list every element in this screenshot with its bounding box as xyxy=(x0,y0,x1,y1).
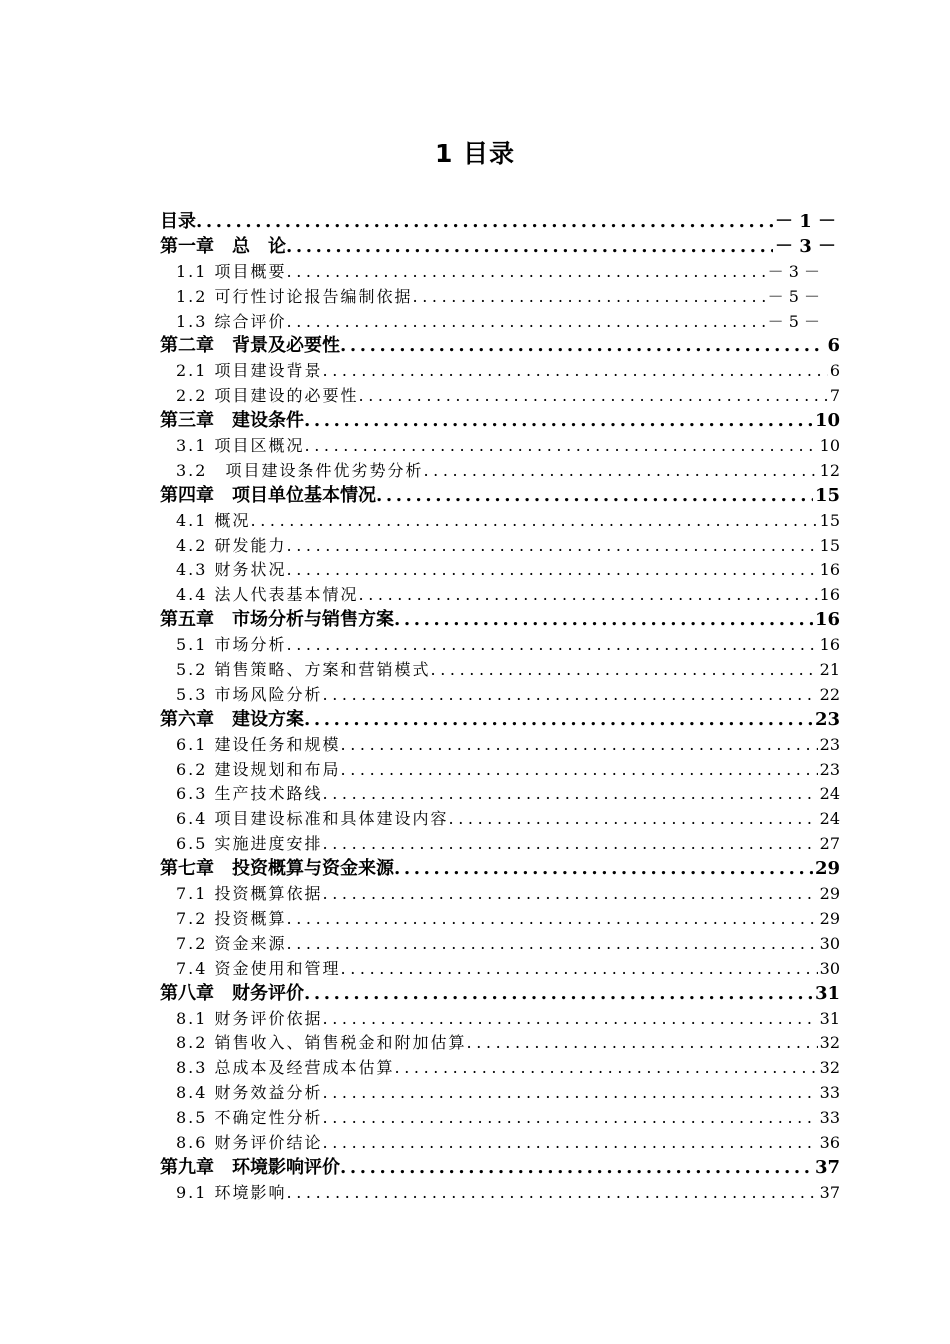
toc-section-entry[interactable] xyxy=(160,1056,840,1081)
toc-dot-leader xyxy=(304,708,813,733)
toc-dot-leader xyxy=(287,932,818,957)
toc-section-entry[interactable] xyxy=(160,534,840,559)
toc-entry-page-number: 16 xyxy=(819,585,840,605)
toc-dot-leader xyxy=(323,1131,818,1156)
toc-dot-leader xyxy=(286,235,773,260)
toc-entry-page-number: 33 xyxy=(819,1108,840,1128)
toc-dot-leader xyxy=(376,484,813,509)
toc-entry-label: 1.2 可行性讨论报告编制依据 xyxy=(176,286,413,306)
toc-section-entry[interactable] xyxy=(160,1031,840,1056)
toc-entry-label: 3.1 项目区概况 xyxy=(176,436,305,456)
toc-section-entry[interactable] xyxy=(160,1007,840,1032)
toc-entry-page-number: 24 xyxy=(819,784,840,804)
toc-section-entry[interactable] xyxy=(160,733,840,758)
toc-dot-leader xyxy=(304,409,813,434)
toc-entry-page-number: 16 xyxy=(819,635,840,655)
toc-entry-page-number: 29 xyxy=(819,908,840,928)
toc-dot-leader xyxy=(287,633,818,658)
toc-entry-label: 2.1 项目建设背景 xyxy=(176,361,323,381)
toc-dot-leader xyxy=(323,882,818,907)
toc-entry-page-number: 31 xyxy=(814,982,840,1004)
toc-section-entry[interactable] xyxy=(160,832,840,857)
toc-entry-label: 4.1 概况 xyxy=(176,510,251,530)
toc-entry-label: 6.2 建设规划和布局 xyxy=(176,759,341,779)
toc-entry-page-number: 33 xyxy=(819,1083,840,1103)
toc-section-entry[interactable] xyxy=(160,384,840,409)
toc-section-entry[interactable] xyxy=(160,434,840,459)
toc-entry-page-number: 6 xyxy=(829,361,840,381)
toc-entry-label: 7.2 投资概算 xyxy=(176,908,287,928)
toc-dot-leader xyxy=(287,1181,818,1206)
toc-entry-label: 6.5 实施进度安排 xyxy=(176,834,323,854)
toc-entry-label: 目录 xyxy=(160,211,196,232)
toc-dot-leader xyxy=(431,658,818,683)
toc-dot-leader xyxy=(423,459,817,484)
toc-section-entry[interactable] xyxy=(160,285,820,310)
toc-dot-leader xyxy=(395,1056,818,1081)
toc-section-entry[interactable] xyxy=(160,459,840,484)
toc-dot-leader xyxy=(287,260,766,285)
toc-section-entry[interactable] xyxy=(160,359,840,384)
toc-entry-page-number: 27 xyxy=(819,834,840,854)
toc-dot-leader xyxy=(323,832,818,857)
toc-section-entry[interactable] xyxy=(160,558,840,583)
toc-dot-leader xyxy=(287,534,818,559)
toc-entry-page-number: 15 xyxy=(819,535,840,555)
toc-entry-label: 7.4 资金使用和管理 xyxy=(176,958,341,978)
toc-entry-label: 8.3 总成本及经营成本估算 xyxy=(176,1058,395,1078)
toc-chapter-entry[interactable] xyxy=(160,409,840,434)
toc-entry-label: 第八章 财务评价 xyxy=(160,982,304,1004)
toc-dot-leader xyxy=(467,1031,818,1056)
toc-dot-leader xyxy=(359,384,828,409)
toc-entry-label: 3.2 项目建设条件优劣势分析 xyxy=(176,460,424,480)
toc-entry-page-number: － 5 － xyxy=(767,286,820,306)
toc-dot-leader xyxy=(323,1007,818,1032)
toc-section-entry[interactable] xyxy=(160,882,840,907)
page-title: 1 目录 xyxy=(434,139,516,168)
toc-entry-page-number: － 1 － xyxy=(774,211,836,232)
toc-section-entry[interactable] xyxy=(160,1106,840,1131)
toc-entry-label: 第四章 项目单位基本情况 xyxy=(160,484,376,506)
toc-entry-label: 第七章 投资概算与资金来源 xyxy=(160,858,394,880)
toc-entry-page-number: 7 xyxy=(829,386,840,406)
toc-section-entry[interactable] xyxy=(160,683,840,708)
toc-entry-label: 7.2 资金来源 xyxy=(176,933,287,953)
toc-entry-label: 第一章 总 论 xyxy=(160,235,286,257)
toc-entry-label: 7.1 投资概算依据 xyxy=(176,884,323,904)
toc-entry-page-number: 23 xyxy=(819,759,840,779)
toc-chapter-entry[interactable] xyxy=(160,235,836,260)
toc-chapter-entry[interactable] xyxy=(160,857,840,882)
toc-entry-page-number: 16 xyxy=(819,560,840,580)
toc-dot-leader xyxy=(196,210,773,235)
toc-chapter-entry[interactable] xyxy=(160,210,836,235)
toc-dot-leader xyxy=(323,1106,818,1131)
toc-entry-label: 6.4 项目建设标准和具体建设内容 xyxy=(176,809,449,829)
toc-dot-leader xyxy=(323,1081,818,1106)
toc-dot-leader xyxy=(394,608,813,633)
toc-entry-label: 6.1 建设任务和规模 xyxy=(176,734,341,754)
toc-entry-page-number: 6 xyxy=(827,335,840,357)
toc-chapter-entry[interactable] xyxy=(160,608,840,633)
toc-section-entry[interactable] xyxy=(160,807,840,832)
toc-dot-leader xyxy=(323,782,818,807)
toc-entry-page-number: 10 xyxy=(819,436,840,456)
toc-dot-leader xyxy=(304,982,813,1007)
toc-dot-leader xyxy=(394,857,813,882)
toc-entry-page-number: 16 xyxy=(814,609,840,631)
toc-dot-leader xyxy=(287,907,818,932)
toc-entry-page-number: 36 xyxy=(819,1132,840,1152)
toc-entry-label: 第六章 建设方案 xyxy=(160,708,304,730)
toc-section-entry[interactable] xyxy=(160,583,840,608)
toc-dot-leader xyxy=(323,359,828,384)
toc-entry-label: 第九章 环境影响评价 xyxy=(160,1156,340,1178)
toc-dot-leader xyxy=(413,285,766,310)
toc-entry-page-number: 30 xyxy=(819,933,840,953)
table-of-contents xyxy=(160,210,840,1206)
toc-entry-page-number: － 5 － xyxy=(767,311,820,331)
toc-entry-page-number: 15 xyxy=(814,484,840,506)
toc-entry-page-number: － 3 － xyxy=(774,235,836,257)
toc-entry-page-number: 23 xyxy=(819,734,840,754)
toc-section-entry[interactable] xyxy=(160,957,840,982)
toc-entry-label: 5.3 市场风险分析 xyxy=(176,684,323,704)
toc-entry-label: 第二章 背景及必要性 xyxy=(160,335,340,357)
toc-dot-leader xyxy=(305,434,818,459)
toc-chapter-entry[interactable] xyxy=(160,1156,840,1181)
toc-entry-page-number: 22 xyxy=(819,684,840,704)
toc-entry-page-number: 24 xyxy=(819,809,840,829)
toc-section-entry[interactable] xyxy=(160,758,840,783)
toc-section-entry[interactable] xyxy=(160,782,840,807)
toc-dot-leader xyxy=(340,334,825,359)
toc-entry-label: 6.3 生产技术路线 xyxy=(176,784,323,804)
toc-entry-page-number: 29 xyxy=(819,884,840,904)
toc-entry-label: 8.4 财务效益分析 xyxy=(176,1083,323,1103)
toc-entry-page-number: 21 xyxy=(819,660,840,680)
toc-entry-label: 8.1 财务评价依据 xyxy=(176,1008,323,1028)
toc-entry-label: 1.3 综合评价 xyxy=(176,311,287,331)
toc-dot-leader xyxy=(340,1156,813,1181)
toc-entry-page-number: 31 xyxy=(819,1008,840,1028)
toc-entry-label: 8.5 不确定性分析 xyxy=(176,1108,323,1128)
toc-dot-leader xyxy=(449,807,818,832)
toc-entry-label: 8.6 财务评价结论 xyxy=(176,1132,323,1152)
toc-entry-label: 5.2 销售策略、方案和营销模式 xyxy=(176,660,431,680)
toc-dot-leader xyxy=(287,310,766,335)
toc-chapter-entry[interactable] xyxy=(160,982,840,1007)
toc-dot-leader xyxy=(341,733,818,758)
toc-dot-leader xyxy=(251,509,818,534)
toc-entry-label: 5.1 市场分析 xyxy=(176,635,287,655)
toc-entry-page-number: 32 xyxy=(819,1033,840,1053)
toc-chapter-entry[interactable] xyxy=(160,334,840,359)
toc-entry-label: 4.2 研发能力 xyxy=(176,535,287,555)
toc-entry-page-number: 32 xyxy=(819,1058,840,1078)
toc-entry-label: 8.2 销售收入、销售税金和附加估算 xyxy=(176,1033,467,1053)
toc-section-entry[interactable] xyxy=(160,932,840,957)
toc-section-entry[interactable] xyxy=(160,658,840,683)
toc-dot-leader xyxy=(341,758,818,783)
toc-entry-page-number: － 3 － xyxy=(767,261,820,281)
toc-section-entry[interactable] xyxy=(160,310,820,335)
toc-entry-label: 1.1 项目概要 xyxy=(176,261,287,281)
toc-section-entry[interactable] xyxy=(160,1131,840,1156)
toc-chapter-entry[interactable] xyxy=(160,484,840,509)
toc-section-entry[interactable] xyxy=(160,1181,840,1206)
toc-dot-leader xyxy=(287,558,818,583)
toc-entry-label: 9.1 环境影响 xyxy=(176,1182,287,1202)
toc-entry-page-number: 30 xyxy=(819,958,840,978)
toc-entry-label: 4.3 财务状况 xyxy=(176,560,287,580)
toc-entry-page-number: 12 xyxy=(819,460,840,480)
toc-entry-label: 第五章 市场分析与销售方案 xyxy=(160,609,394,631)
toc-entry-label: 4.4 法人代表基本情况 xyxy=(176,585,359,605)
toc-section-entry[interactable] xyxy=(160,633,840,658)
toc-section-entry[interactable] xyxy=(160,260,820,285)
toc-dot-leader xyxy=(341,957,818,982)
toc-chapter-entry[interactable] xyxy=(160,708,840,733)
toc-entry-page-number: 37 xyxy=(814,1156,840,1178)
toc-section-entry[interactable] xyxy=(160,907,840,932)
toc-section-entry[interactable] xyxy=(160,509,840,534)
toc-entry-label: 第三章 建设条件 xyxy=(160,410,304,432)
toc-entry-page-number: 37 xyxy=(819,1182,840,1202)
toc-entry-page-number: 29 xyxy=(814,858,840,880)
toc-entry-page-number: 10 xyxy=(814,410,840,432)
toc-entry-page-number: 15 xyxy=(819,510,840,530)
toc-section-entry[interactable] xyxy=(160,1081,840,1106)
toc-entry-page-number: 23 xyxy=(814,708,840,730)
toc-entry-label: 2.2 项目建设的必要性 xyxy=(176,386,359,406)
toc-dot-leader xyxy=(323,683,818,708)
toc-dot-leader xyxy=(359,583,818,608)
